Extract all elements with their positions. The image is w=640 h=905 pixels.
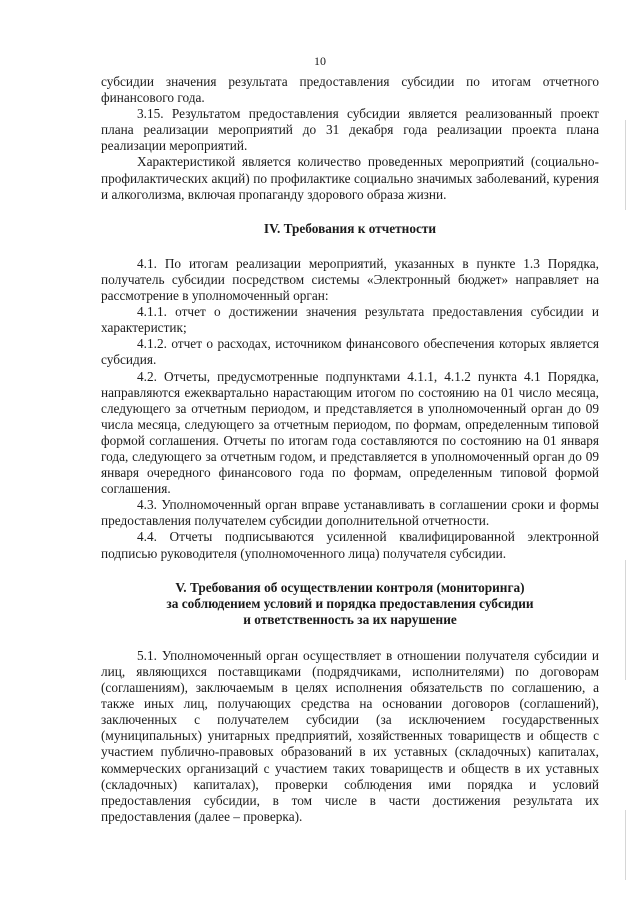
paragraph-characteristic: Характеристикой является количество проведенных мероприятий (социально-профилактических акций) по профилактике социально значимых заболеваний, курения и алкоголизма, включая пропаганду здорового образа жизни. — [101, 154, 599, 202]
paragraph-4-1-1: 4.1.1. отчет о достижении значения результата предоставления субсидии и характеристик; — [101, 304, 599, 336]
paragraph-4-1-2: 4.1.2. отчет о расходах, источником финансового обеспечения которых является субсидия. — [101, 336, 599, 368]
section-5-title-line-3: и ответственность за их нарушение — [243, 611, 457, 627]
page-number: 10 — [314, 54, 326, 68]
paragraph-5-1: 5.1. Уполномоченный орган осуществляет в отношении получателя субсидии и лиц, являющихся поставщиками (подрядчиками, исполнителями) по договорам (соглашениям), заключаемым в целях исполнения обязательств по соглашению, а также иных лиц, получающих средства на основании договоров (соглашений), заключенных с получателем субсидии (за исключением государственных (муниципальных) унитарных предприятий, хозяйственных товариществ и обществ с участием публично-правовых образований в их уставных (складочных) капиталах, коммерческих организаций с участием таких товариществ и обществ в их уставных (складочных) капиталах), проверки соблюдения ими порядка и условий предоставления субсидии, в том числе в части достижения результата их предоставления (далее – проверка). — [101, 647, 599, 824]
paragraph-4-1: 4.1. По итогам реализации мероприятий, указанных в пункте 1.3 Порядка, получатель субсидии посредством системы «Электронный бюджет» направляет на рассмотрение в уполномоченный орган: — [101, 255, 599, 304]
section-5-title — [101, 580, 599, 628]
paragraph-3-15: 3.15. Результатом предоставления субсидии является реализованный проект плана реализации мероприятий до 31 декабря года реализации проекта плана реализации мероприятий. — [101, 106, 599, 154]
scan-edge-mark — [625, 810, 626, 880]
paragraph-4-4: 4.4. Отчеты подписываются усиленной квалифицированной электронной подписью руководителя (уполномоченного лица) получателя субсидии. — [101, 529, 599, 561]
section-4-title: IV. Требования к отчетности — [263, 220, 437, 236]
section-5-title-line-2: за соблюдением условий и порядка предоставления субсидии — [166, 595, 534, 611]
paragraph-continuation: субсидии значения результата предоставления субсидии по итогам отчетного финансового года. — [101, 74, 599, 106]
paragraph-4-2: 4.2. Отчеты, предусмотренные подпунктами 4.1.1, 4.1.2 пункта 4.1 Порядка, направляются ежеквартально нарастающим итогом по состоянию на 01 число месяца, следующего за отчетным периодом, и представляется в уполномоченный орган до 09 числа месяца, следующего за отчетным периодом, по формам, определенным типовой формой соглашения. Отчеты по итогам года составляются по состоянию на 01 января года, следующего за отчетным годом, и представляется в уполномоченный орган до 09 января очередного финансового года по формам, определенным типовой формой соглашения. — [101, 368, 599, 497]
scan-edge-mark — [625, 120, 626, 210]
paragraph-4-3: 4.3. Уполномоченный орган вправе устанавливать в соглашении сроки и формы предоставления получателем субсидии дополнительной отчетности. — [101, 497, 599, 529]
scan-edge-mark — [625, 560, 626, 680]
section-5-title-line-1: V. Требования об осуществлении контроля (мониторинга) — [175, 579, 525, 595]
document-body — [101, 74, 599, 825]
